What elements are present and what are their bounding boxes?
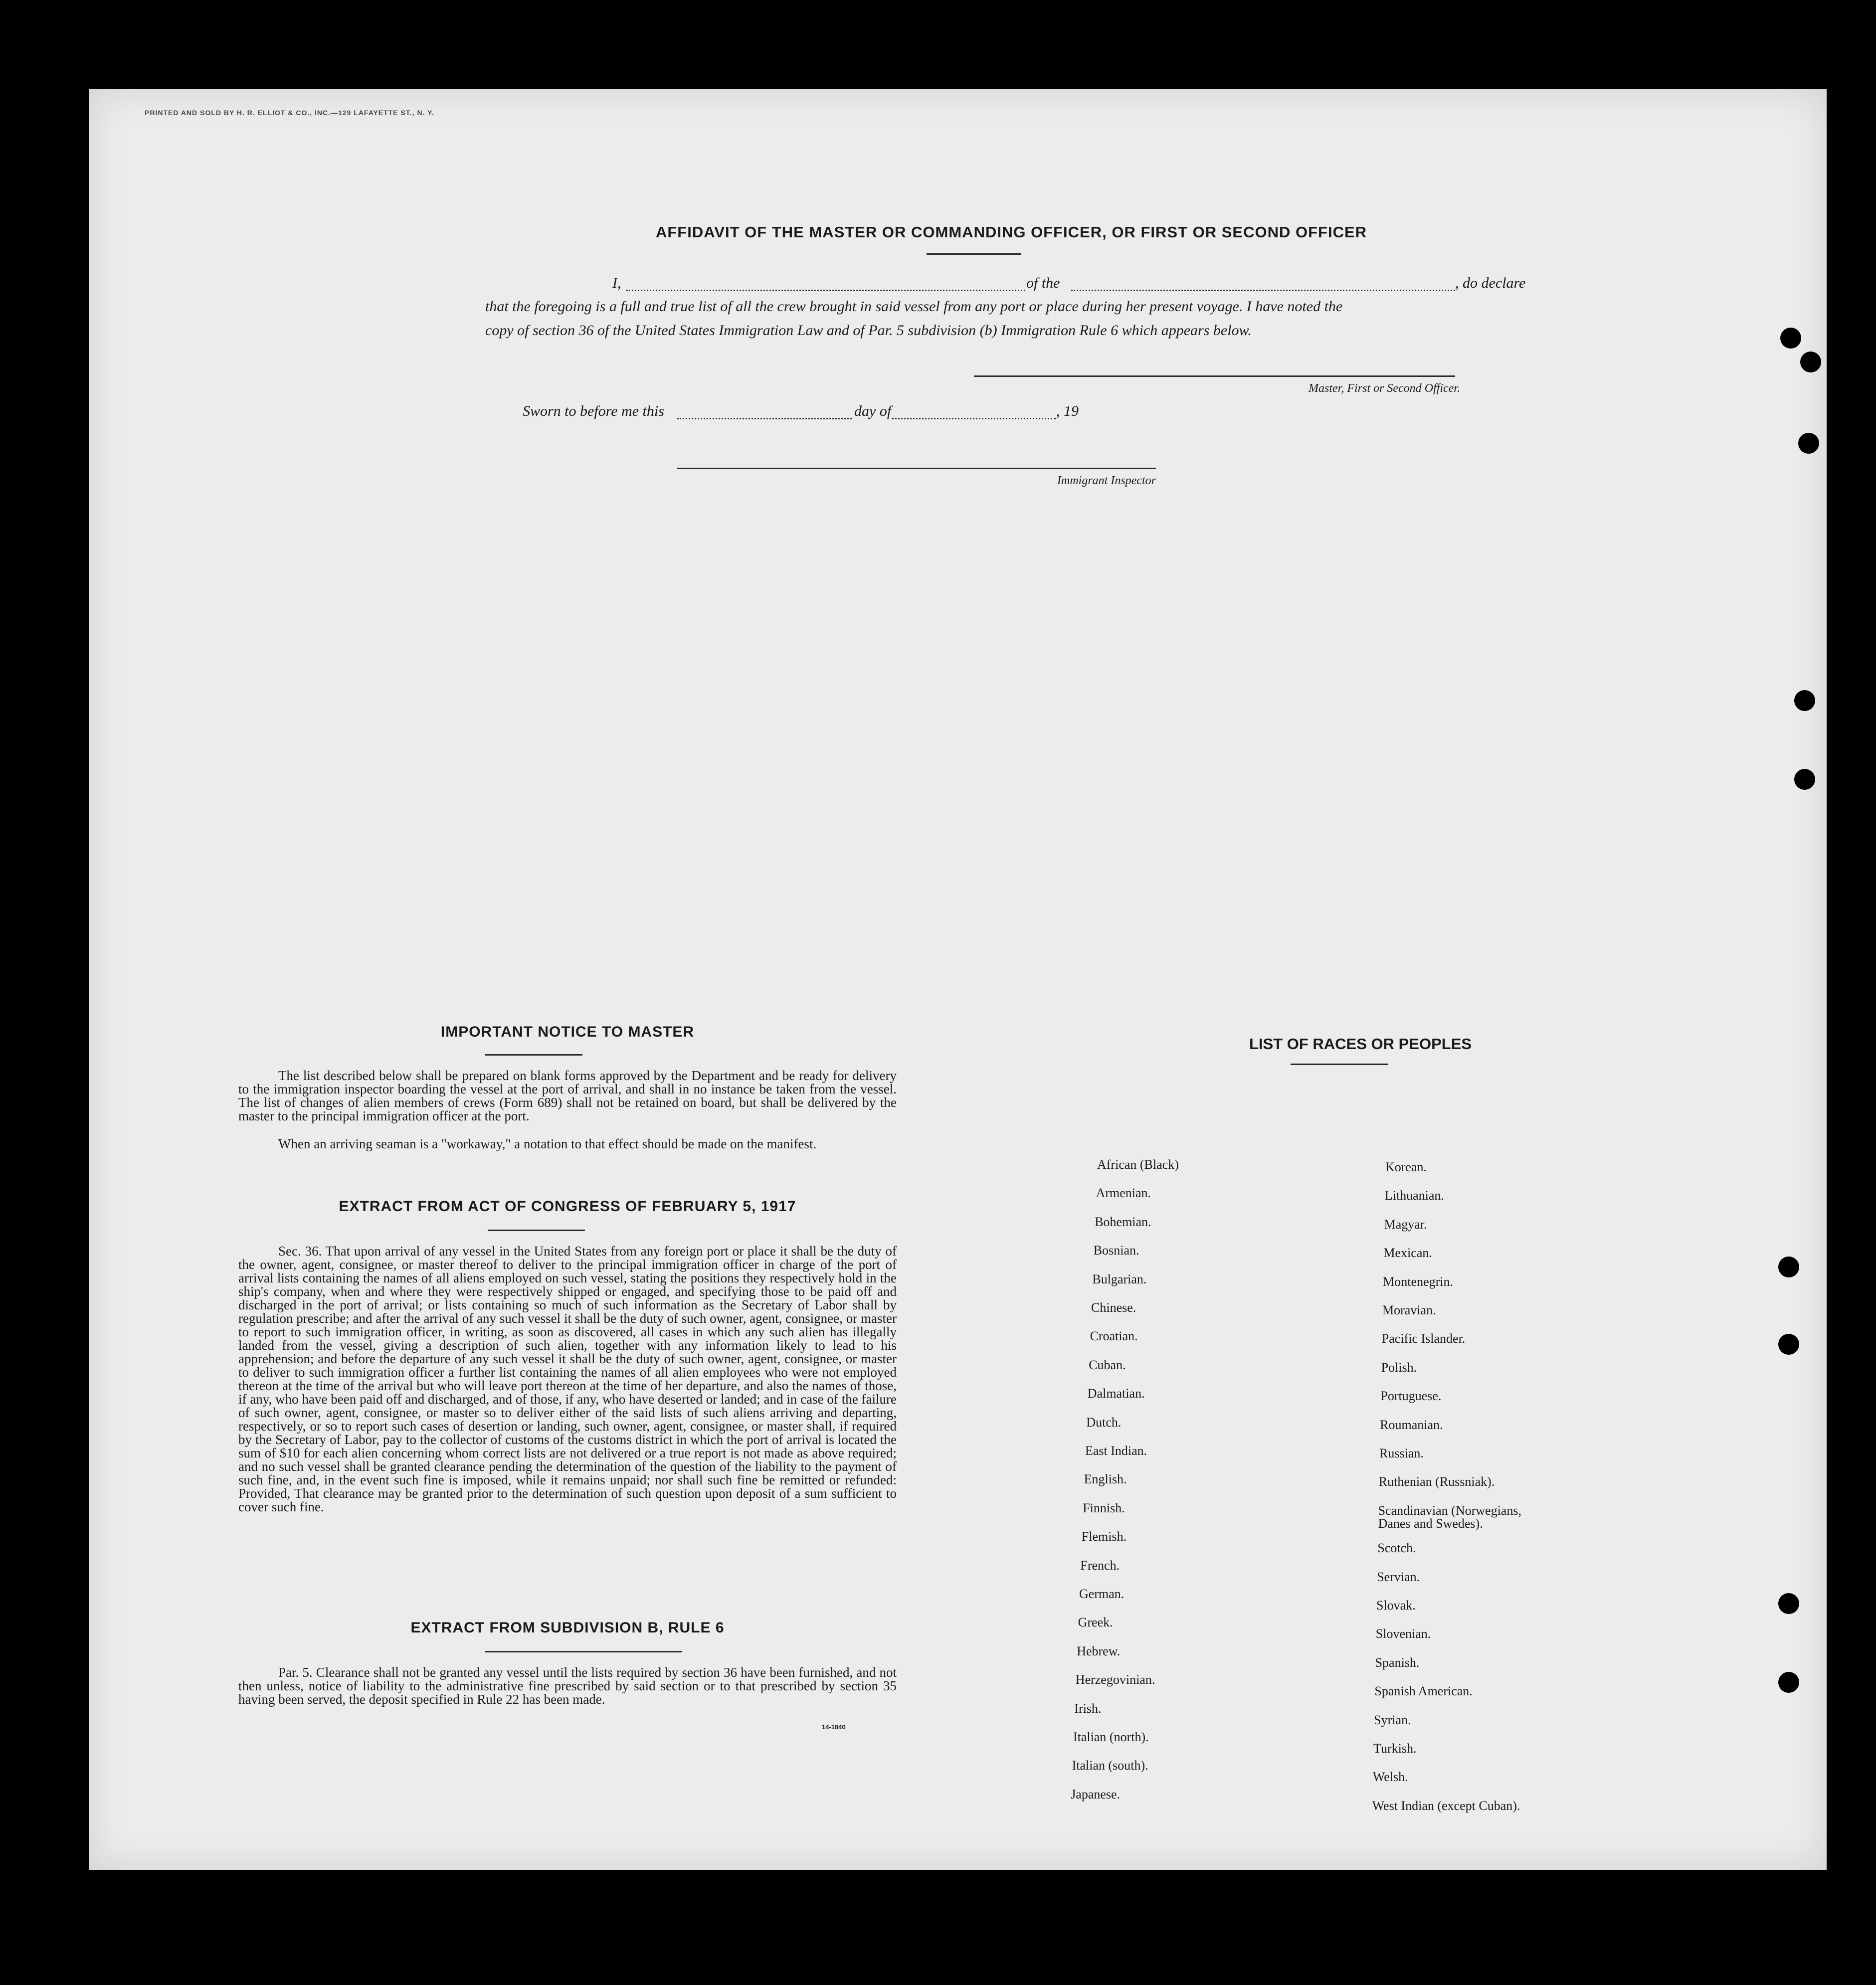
notice-divider [485,1054,582,1056]
race-item: Russian. [1379,1446,1424,1460]
race-item: Spanish American. [1374,1684,1473,1699]
race-item: Finnish. [1083,1500,1125,1515]
affidavit-title: AFFIDAVIT OF THE MASTER OR COMMANDING OFFICER, OR FIRST OR SECOND OFFICER [655,223,1367,241]
punch-hole [1794,690,1815,711]
punch-hole [1800,352,1821,372]
do-declare-label: , do declare [1455,275,1526,291]
title-divider [927,253,1021,255]
race-item: Pacific Islander. [1381,1331,1466,1346]
punch-hole [1778,1257,1799,1277]
affidavit-line-2: that the foregoing is a full and true list of all the crew brought in said vessel from any port or place during her present voyage. I have noted the [485,298,1343,315]
race-item: Slovak. [1376,1598,1416,1613]
i-label: I, [612,275,621,291]
race-item: Greek. [1078,1615,1113,1630]
notice-paragraph-1: The list described below shall be prepared on blank forms approved by the Department and be ready for delivery to the immigration inspector boarding the vessel at the port of arrival, and shall in no instance be taken from the vessel. The list of changes of alien members of crews (Form 689) shall not be retained on board, but shall be delivered by the master to the principal immigration officer at the port. [238,1068,897,1123]
race-item: Syrian. [1374,1712,1411,1727]
punch-hole [1780,328,1801,349]
master-signature-label: Master, First or Second Officer. [1309,382,1460,395]
document-page [89,89,1827,1870]
punch-hole [1778,1672,1799,1693]
race-item: Italian (north). [1073,1730,1149,1744]
form-number: 14-1840 [822,1723,846,1731]
notice-title: IMPORTANT NOTICE TO MASTER [440,1024,695,1040]
day-of-label: day of [854,403,892,419]
race-item: Hebrew. [1077,1643,1121,1658]
punch-hole [1798,433,1819,454]
race-item: Dutch. [1086,1415,1122,1430]
rule-extract-title: EXTRACT FROM SUBDIVISION B, RULE 6 [410,1620,725,1636]
punch-hole [1794,769,1815,790]
races-divider [1291,1064,1388,1065]
sworn-month-blank [892,418,1056,419]
race-item: Moravian. [1382,1303,1436,1317]
of-the-label: of the [1026,275,1060,291]
race-item: Ruthenian (Russniak). [1378,1474,1495,1489]
race-item: Chinese. [1091,1300,1136,1315]
race-item: Bohemian. [1095,1214,1151,1229]
race-item: English. [1084,1472,1127,1487]
race-item: French. [1080,1558,1120,1573]
race-item: Korean. [1385,1160,1427,1174]
race-item: Turkish. [1373,1741,1417,1756]
name-blank [626,290,1025,291]
vessel-blank [1071,290,1455,291]
race-item: Lithuanian. [1384,1188,1444,1203]
race-item: Herzegovinian. [1075,1672,1155,1687]
notice-paragraph-2: When an arriving seaman is a "workaway," a notation to that effect should be made on the manifest. [278,1136,817,1151]
race-item: Magyar. [1384,1217,1427,1232]
act-extract-title: EXTRACT FROM ACT OF CONGRESS OF FEBRUARY 5, 1917 [339,1198,796,1215]
race-item: Scandinavian (Norwegians, Danes and Swedes). [1378,1503,1521,1531]
sworn-label: Sworn to before me this [523,403,664,419]
sworn-day-blank [677,418,852,419]
race-item: Dalmatian. [1087,1386,1145,1401]
race-item: Flemish. [1081,1529,1127,1544]
affidavit-line-1 [523,275,1555,295]
race-item: Armenian. [1096,1186,1151,1201]
rule-extract-divider [485,1651,682,1652]
race-item: Italian (south). [1072,1758,1148,1773]
inspector-label: Immigrant Inspector [1057,474,1156,487]
affidavit-line-3: copy of section 36 of the United States Immigration Law and of Par. 5 subdivision (b) Immigration Rule 6 which appears below. [485,322,1252,339]
rule-extract-text: Par. 5. Clearance shall not be granted any vessel until the lists required by section 36 have been furnished, and not then unless, notice of liability to the administrative fine prescribed by said section or to that prescribed by section 35 having been served, the deposit specified in Rule 22 has been made. [238,1665,897,1707]
master-signature-line [974,375,1455,377]
race-item: Montenegrin. [1383,1274,1453,1289]
race-item: East Indian. [1085,1444,1147,1458]
race-item: Polish. [1381,1360,1417,1375]
race-item: Slovenian. [1375,1626,1431,1641]
race-item: Cuban. [1089,1357,1126,1372]
race-item: Portuguese. [1380,1389,1442,1404]
race-item: Servian. [1377,1569,1420,1584]
act-extract-divider [488,1230,585,1231]
race-item: West Indian (except Cuban). [1372,1798,1520,1813]
race-item: Bosnian. [1093,1243,1139,1258]
race-item: Japanese. [1071,1787,1121,1802]
race-item: German. [1079,1587,1125,1601]
sworn-line [523,403,1079,423]
race-item: African (Black) [1097,1157,1179,1172]
race-item: Spanish. [1375,1655,1420,1670]
races-title: LIST OF RACES OR PEOPLES [1249,1035,1472,1053]
race-item: Scotch. [1377,1541,1416,1556]
race-item: Croatian. [1090,1329,1138,1344]
race-item: Mexican. [1383,1246,1432,1261]
year-label: , 19 [1056,403,1079,419]
race-item: Roumanian. [1380,1417,1443,1432]
inspector-signature-line [677,468,1156,469]
punch-hole [1778,1593,1799,1614]
race-item: Welsh. [1372,1770,1408,1785]
punch-hole [1778,1334,1799,1355]
printer-imprint: PRINTED AND SOLD BY H. R. ELLIOT & CO., INC.—129 LAFAYETTE ST., N. Y. [145,109,434,117]
act-extract-text: Sec. 36. That upon arrival of any vessel in the United States from any foreign port or place it shall be the duty of the owner, agent, consignee, or master thereof to deliver to the principal immigration officer in charge of the port of arrival lists containing the names of all aliens employed on such vessel, stating the positions they respectively hold in the ship's company, when and where they were respectively shipped or engaged, and specifying those to be paid off and discharged in the port of arrival; or lists containing so much of such information as the Secretary of Labor shall by regulation prescribe; and after the arrival of any such vessel it shall be the duty of such owner, agent, consignee, or master to report to such immigration officer, in writing, as soon as discovered, all cases in which any such alien has illegally landed from the vessel, giving a description of such alien, together with any information likely to lead to his apprehension; and before the departure of any such vessel it shall be the duty of such owner, agent, consignee, or master to deliver to such immigration officer a further list containing the names of all alien employees who were not employed thereon at the time of the arrival but who will leave port thereon at the time of her departure, and also the names of those, if any, who have been paid off and discharged, and of those, if any, who have deserted or landed; and in case of the failure of such owner, agent, consignee, or master so to deliver either of the said lists of such aliens arriving and departing, respectively, or so to report such cases of desertion or landing, such owner, agent, consignee, or master shall, if required by the Secretary of Labor, pay to the collector of customs of the customs district in which the port of arrival is located the sum of $10 for each alien concerning whom correct lists are not delivered or a true report is not made as above required; and no such vessel shall be granted clearance pending the determination of the question of the liability to the payment of such fine, and, in the event such fine is imposed, while it remains unpaid; nor shall such fine be remitted or refunded: Provided, That clearance may be granted prior to the determination of such question upon deposit of a sum sufficient to cover such fine. [238,1244,897,1514]
race-item: Bulgarian. [1092,1271,1147,1286]
race-item: Irish. [1074,1701,1102,1716]
